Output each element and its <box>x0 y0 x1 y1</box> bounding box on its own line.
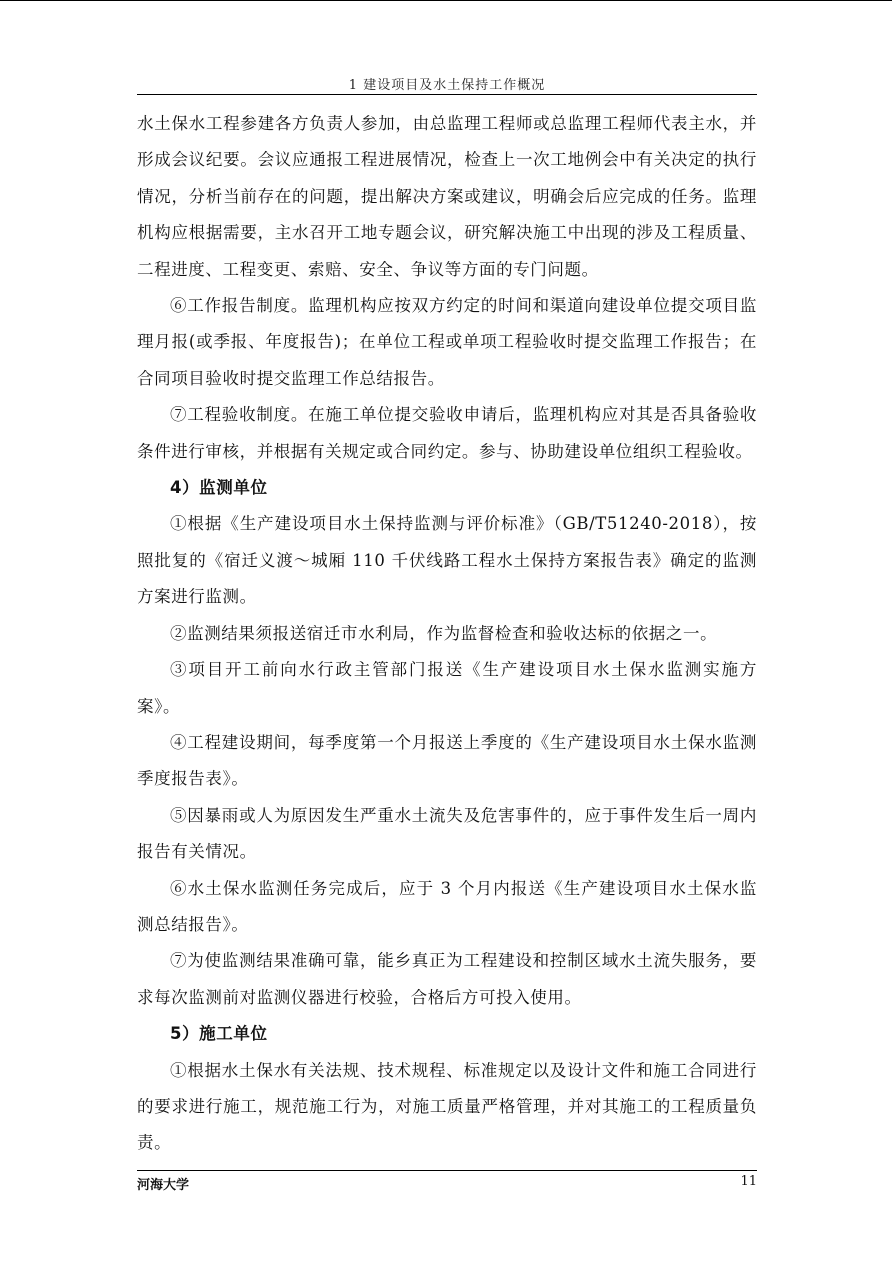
running-header: 1 建设项目及水土保持工作概况 <box>348 78 546 93</box>
document-body <box>137 106 757 1162</box>
page-number: 11 <box>740 1174 757 1189</box>
paragraph-monitoring-3: ③项目开工前向水行政主管部门报送《生产建设项目水土保水监测实施方案》。 <box>137 660 757 716</box>
paragraph-monitoring-4: ④工程建设期间，每季度第一个月报送上季度的《生产建设项目水土保水监测季度报告表》。 <box>137 732 757 789</box>
section-heading-construction: 5）施工单位 <box>170 1024 268 1044</box>
paragraph-monitoring-5: ⑤因暴雨或人为原因发生严重水土流失及危害事件的，应于事件发生后一周内报告有关情况。 <box>137 805 757 862</box>
paragraph-construction-1: ①根据水土保水有关法规、技术规程、标准规定以及设计文件和施工合同进行的要求进行施工，规范施工行为，对施工质量严格管理，并对其施工的工程质量负责。 <box>137 1060 757 1153</box>
paragraph-monitoring-6: ⑥水土保水监测任务完成后，应于 3 个月内报送《生产建设项目水土保水监测总结报告》。 <box>137 878 757 934</box>
paragraph-acceptance: ⑦工程验收制度。在施工单位提交验收申请后，监理机构应对其是否具备验收条件进行审核，并根据有关规定或合同约定。参与、协助建设单位组织工程验收。 <box>137 405 757 461</box>
paragraph-monitoring-1: ①根据《生产建设项目水土保持监测与评价标准》（GB/T51240-2018），按照批复的《宿迁义渡～城厢 110 千伏线路工程水土保持方案报告表》确定的监测方案进行监测。 <box>137 514 757 607</box>
paragraph-work-report: ⑥工作报告制度。监理机构应按双方约定的时间和渠道向建设单位提交项目监理月报(或季报、年度报告)；在单位工程或单项工程验收时提交监理工作报告；在合同项目验收时提交监理工作总结报告。 <box>137 296 757 388</box>
paragraph-monitoring-7: ⑦为使监测结果准确可靠，能乡真正为工程建设和控制区域水土流失服务，要求每次监测前对监测仪器进行校验，合格后方可投入使用。 <box>137 951 757 1007</box>
header-rule <box>137 94 757 95</box>
section-heading-monitoring: 4）监测单位 <box>170 478 268 498</box>
footer-rule <box>137 1170 757 1171</box>
footer-institution: 河海大学 <box>137 1178 190 1193</box>
paragraph-continuation: 水土保水工程参建各方负责人参加，由总监理工程师或总监理工程师代表主水，并形成会议纪要。会议应通报工程进展情况，检查上一次工地例会中有关决定的执行情况，分析当前存在的问题，提出解决方案或建议，明确会后应完成的任务。监理机构应根据需要，主水召开工地专题会议，研究解决施工中出现的涉及工程质量、二程进度、工程变更、索赔、安全、争议等方面的专门问题。 <box>137 114 757 279</box>
page-top-edge <box>0 0 892 1</box>
paragraph-monitoring-2: ②监测结果须报送宿迁市水利局，作为监督检查和验收达标的依据之一。 <box>170 623 718 643</box>
